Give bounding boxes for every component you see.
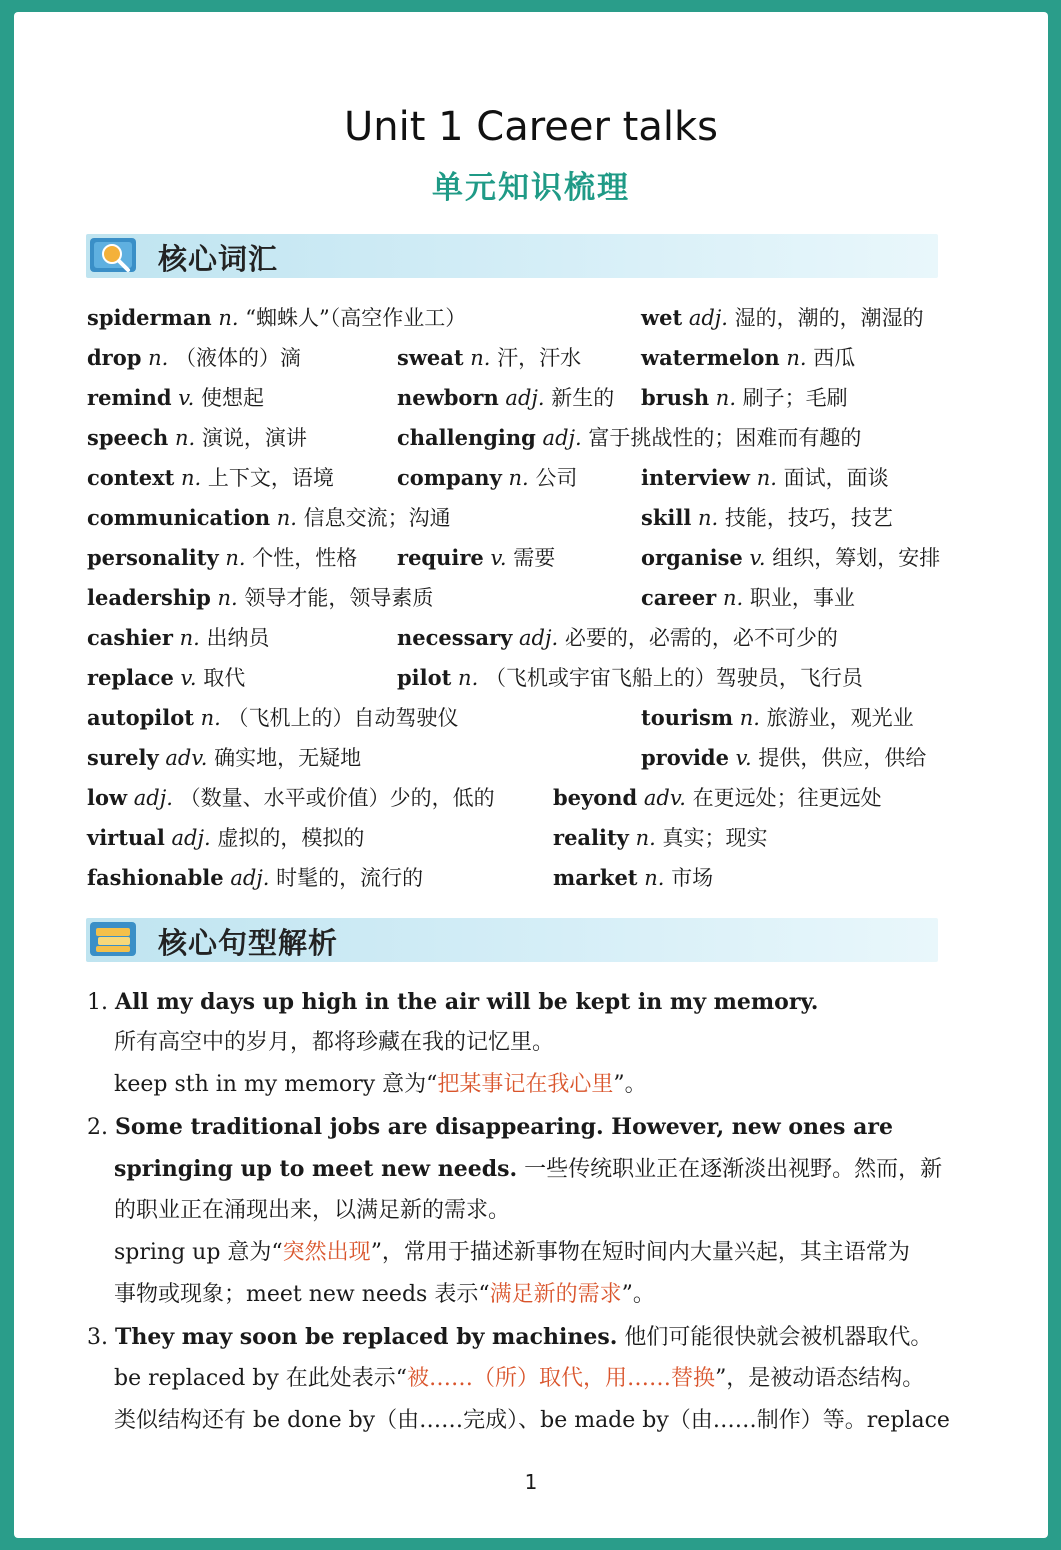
section-title-vocab: 核心词汇 (158, 242, 279, 276)
vocab-entry: autopilot n. （飞机上的）自动驾驶仪 (87, 705, 459, 730)
vocab-entry: remind v. 使想起 (87, 385, 265, 410)
vocab-entry: speech n. 演说，演讲 (87, 425, 307, 450)
vocab-entry: surely adv. 确实地，无疑地 (87, 745, 362, 770)
book-stack-icon (86, 916, 144, 962)
vocab-entry: watermelon n. 西瓜 (641, 345, 856, 370)
vocab-entry: sweat n. 汗，汗水 (397, 345, 582, 370)
sentence-2-note-2: 事物或现象；meet new needs 表示“满足新的需求”。 (114, 1282, 655, 1307)
magnifier-badge-icon (86, 232, 144, 278)
vocab-entry: tourism n. 旅游业，观光业 (641, 705, 914, 730)
vocab-entry: necessary adj. 必要的，必需的，必不可少的 (397, 625, 838, 650)
vocab-entry: replace v. 取代 (87, 665, 246, 690)
sentence-3-note-2: 类似结构还有 be done by（由……完成）、be made by（由……制作）等。replace (114, 1408, 950, 1433)
sentence-1-translation: 所有高空中的岁月，都将珍藏在我的记忆里。 (114, 1030, 555, 1055)
vocab-entry: spiderman n. “蜘蛛人”（高空作业工） (87, 305, 467, 330)
sentence-2-english: 2. Some traditional jobs are disappearing. However, new ones are (87, 1114, 893, 1140)
vocab-entry: personality n. 个性，性格 (87, 545, 358, 570)
vocab-entry: brush n. 刷子；毛刷 (641, 385, 848, 410)
vocab-entry: fashionable adj. 时髦的，流行的 (87, 865, 424, 890)
vocab-entry: cashier n. 出纳员 (87, 625, 270, 650)
section-header-sentences (86, 918, 938, 962)
vocab-entry: drop n. （液体的）滴 (87, 345, 302, 370)
vocab-entry: interview n. 面试，面谈 (641, 465, 889, 490)
section-header-vocab (86, 234, 938, 278)
vocab-entry: organise v. 组织，筹划，安排 (641, 545, 941, 570)
vocab-entry: challenging adj. 富于挑战性的；困难而有趣的 (397, 425, 862, 450)
vocab-entry: newborn adj. 新生的 (397, 385, 615, 410)
document-page (14, 12, 1048, 1538)
vocab-entry: leadership n. 领导才能，领导素质 (87, 585, 434, 610)
section-title-sentences: 核心句型解析 (158, 926, 339, 960)
vocab-entry: market n. 市场 (553, 865, 714, 890)
vocab-entry: company n. 公司 (397, 465, 578, 490)
vocab-entry: low adj. （数量、水平或价值）少的，低的 (87, 785, 495, 810)
page-number: 1 (524, 1470, 538, 1494)
vocab-entry: skill n. 技能，技巧，技艺 (641, 505, 893, 530)
sentence-3-english: 3. They may soon be replaced by machines. 他们可能很快就会被机器取代。 (87, 1324, 933, 1350)
sentence-1-note: keep sth in my memory 意为“把某事记在我心里”。 (114, 1072, 647, 1097)
vocab-entry: provide v. 提供，供应，供给 (641, 745, 927, 770)
vocab-entry: context n. 上下文，语境 (87, 465, 334, 490)
vocab-entry: reality n. 真实；现实 (553, 825, 768, 850)
vocab-entry: career n. 职业，事业 (641, 585, 855, 610)
vocab-entry: virtual adj. 虚拟的，模拟的 (87, 825, 365, 850)
unit-title: Unit 1 Career talks (343, 104, 718, 150)
vocab-entry: require v. 需要 (397, 545, 556, 570)
vocab-entry: pilot n. （飞机或宇宙飞船上的）驾驶员，飞行员 (397, 665, 863, 690)
vocab-entry: beyond adv. 在更远处；往更远处 (553, 785, 882, 810)
sentence-1-english: 1. All my days up high in the air will be kept in my memory. (87, 989, 819, 1015)
sentence-2-english-cont: springing up to meet new needs. 一些传统职业正在逐渐淡出视野。然而，新 (114, 1156, 943, 1182)
unit-subtitle: 单元知识梳理 (432, 170, 630, 206)
sentence-3-note-1: be replaced by 在此处表示“被……（所）取代，用……替换”，是被动语态结构。 (114, 1366, 925, 1391)
vocab-entry: wet adj. 湿的，潮的，潮湿的 (641, 305, 924, 330)
sentence-2-note-1: spring up 意为“突然出现”，常用于描述新事物在短时间内大量兴起，其主语常为 (114, 1240, 910, 1265)
sentence-2-translation: 的职业正在涌现出来，以满足新的需求。 (114, 1198, 511, 1223)
vocab-entry: communication n. 信息交流；沟通 (87, 505, 451, 530)
